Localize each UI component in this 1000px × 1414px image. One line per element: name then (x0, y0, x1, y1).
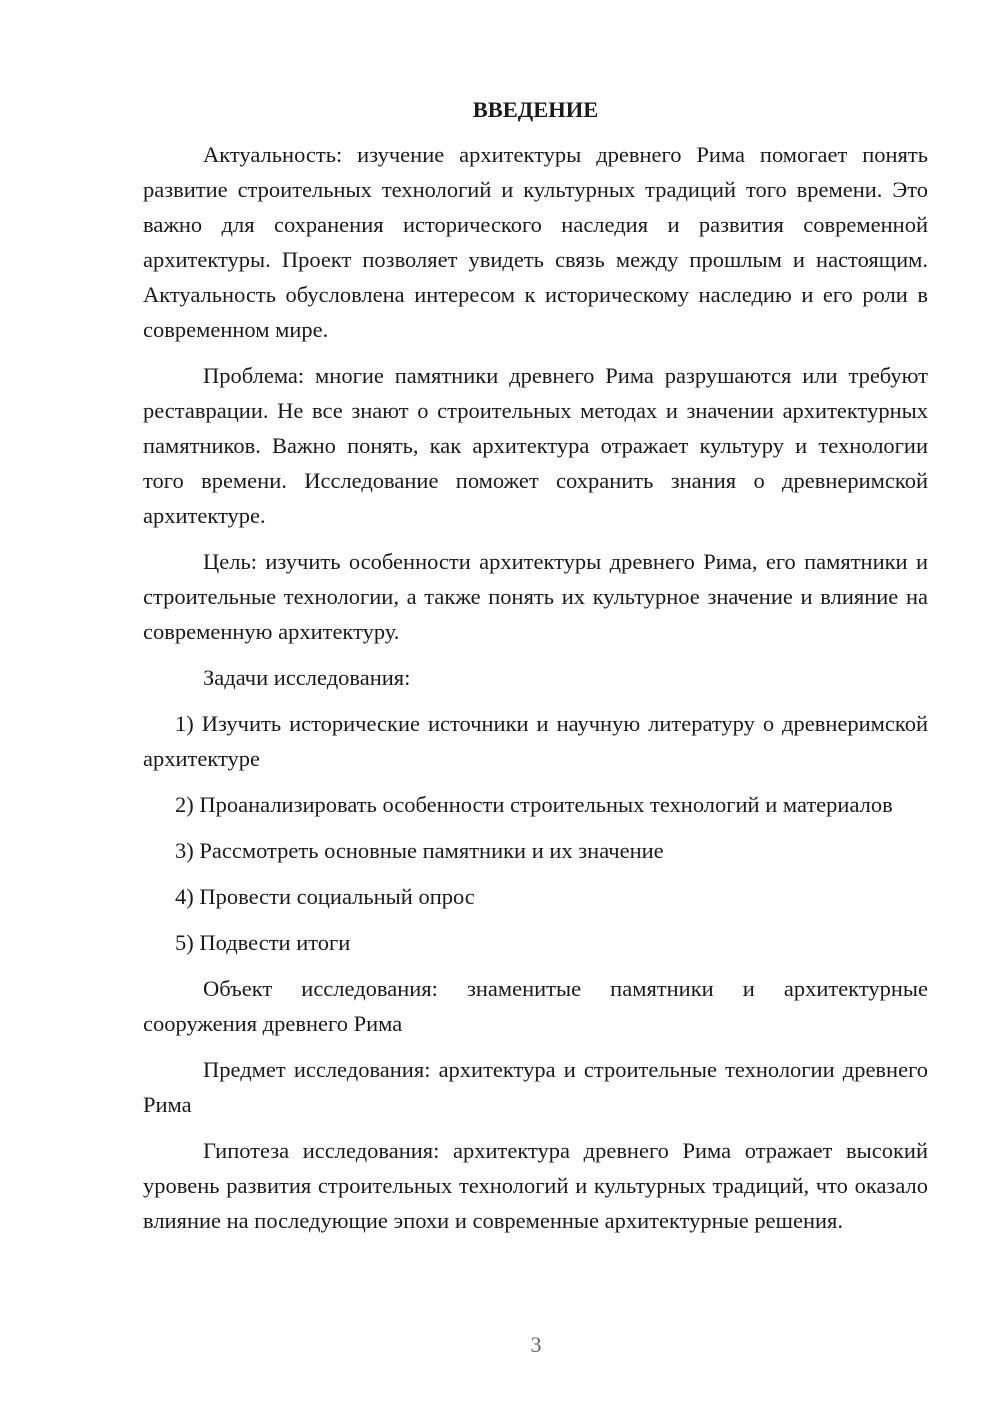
task-item-2: 2) Проанализировать особенности строительных технологий и материалов (175, 792, 893, 817)
paragraph-relevance: Актуальность: изучение архитектуры древнего Рима помогает понять развитие строительных технологий и культурных традиций того времени. Это важно для сохранения исторического наследия и развития современной архитектуры. Проект позволяет увидеть связь между прошлым и настоящим. Актуальность обусловлена интересом к историческому наследию и его роли в современном мире. (143, 142, 928, 342)
paragraph-subject: Предмет исследования: архитектура и строительные технологии древнего Рима (143, 1057, 928, 1117)
page-number: 3 (530, 1332, 542, 1357)
paragraph-problem: Проблема: многие памятники древнего Рима разрушаются или требуют реставрации. Не все знают о строительных методах и значении архитектурных памятников. Важно понять, как архитектура отражает культуру и технологии того времени. Исследование поможет сохранить знания о древнеримской архитектуре. (143, 363, 928, 528)
paragraph-hypothesis: Гипотеза исследования: архитектура древнего Рима отражает высокий уровень развития строительных технологий и культурных традиций, что оказало влияние на последующие эпохи и современные архитектурные решения. (143, 1138, 928, 1233)
task-item-5: 5) Подвести итоги (175, 930, 351, 955)
paragraph-goal: Цель: изучить особенности архитектуры древнего Рима, его памятники и строительные технологии, а также понять их культурное значение и влияние на современную архитектуру. (143, 549, 928, 644)
page-content (143, 92, 928, 1249)
task-item-4: 4) Провести социальный опрос (175, 884, 475, 909)
task-item-3: 3) Рассмотреть основные памятники и их значение (175, 838, 664, 863)
tasks-title: Задачи исследования: (203, 665, 411, 690)
paragraph-object: Объект исследования: знаменитые памятники и архитектурные сооружения древнего Рима (143, 976, 928, 1036)
task-item-1: 1) Изучить исторические источники и научную литературу о древнеримской архитектуре (143, 711, 928, 771)
section-heading: ВВЕДЕНИЕ (472, 97, 599, 122)
